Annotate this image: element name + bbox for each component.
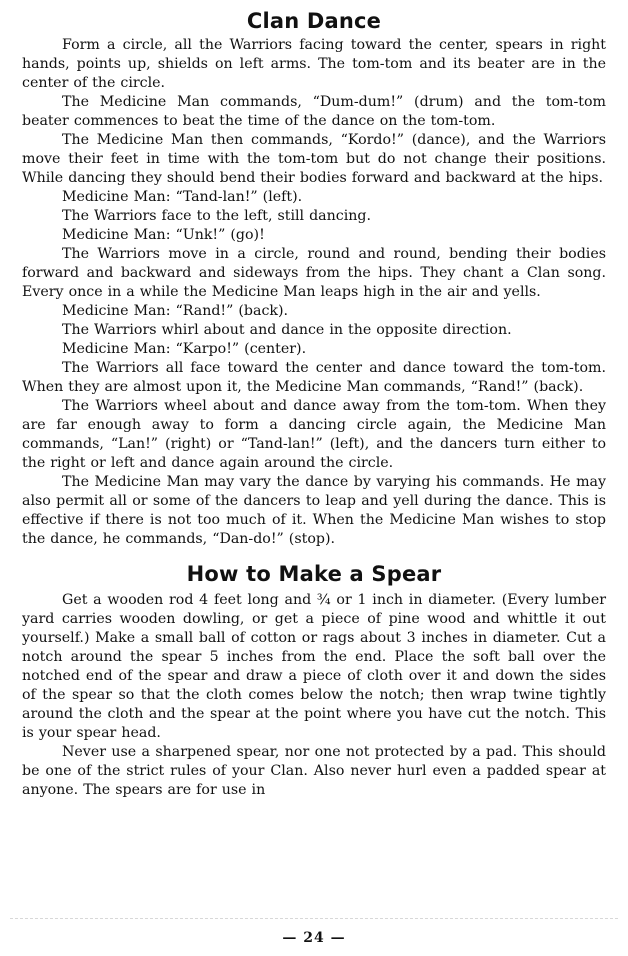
paragraph: Form a circle, all the Warriors facing toward the center, spears in right hands, points up, shields on left arms. The tom-tom and its beater are in the center of the circle. [22,37,606,91]
page-number: — 24 — [282,930,346,946]
book-page [22,6,606,800]
section-title-how-to-make-a-spear: How to Make a Spear [186,562,442,586]
paragraph: The Warriors all face toward the center and dance toward the tom-tom. When they are almost upon it, the Medicine Man commands, “Rand!” (back). [22,360,606,395]
paragraph: The Warriors whirl about and dance in the opposite direction. [62,322,512,338]
section-title-clan-dance: Clan Dance [246,9,382,33]
paragraph-command: Medicine Man: “Tand-lan!” (left). [62,189,303,205]
paragraph: The Medicine Man may vary the dance by varying his commands. He may also permit all or some of the dancers to leap and yell during the dance. This is effective if there is not too much of it. When the Medicine Man wishes to stop the dance, he commands, “Dan-do!” (stop). [22,474,606,547]
paragraph-command: Medicine Man: “Unk!” (go)! [62,227,265,243]
paragraph: The Medicine Man commands, “Dum-dum!” (drum) and the tom-tom beater commences to beat the time of the dance on the tom-tom. [22,94,606,129]
paragraph-command: Medicine Man: “Karpo!” (center). [62,341,307,357]
paragraph-command: Medicine Man: “Rand!” (back). [62,303,289,319]
paragraph: The Warriors face to the left, still dancing. [62,208,371,224]
page-bottom-rule [10,918,618,920]
paragraph: Get a wooden rod 4 feet long and ¾ or 1 inch in diameter. (Every lumber yard carries wooden dowling, or get a piece of pine wood and whittle it out yourself.) Make a small ball of cotton or rags about 3 inches in diameter. Cut a notch around the spear 5 inches from the end. Place the soft ball over the notched end of the spear and draw a piece of cloth over it and down the sides of the spear so that the cloth comes below the notch; then wrap twine tightly around the cloth and the spear at the point where you have cut the notch. This is your spear head. [22,592,606,741]
paragraph: The Warriors move in a circle, round and round, bending their bodies forward and backward and sideways from the hips. They chant a Clan song. Every once in a while the Medicine Man leaps high in the air and yells. [22,246,606,300]
paragraph: The Warriors wheel about and dance away from the tom-tom. When they are far enough away to form a dancing circle again, the Medicine Man commands, “Lan!” (right) or “Tand-lan!” (left), and the dancers turn either to the right or left and dance again around the circle. [22,398,606,471]
paragraph: The Medicine Man then commands, “Kordo!” (dance), and the Warriors move their feet in time with the tom-tom but do not change their positions. While dancing they should bend their bodies forward and backward at the hips. [22,132,606,186]
paragraph: Never use a sharpened spear, nor one not protected by a pad. This should be one of the strict rules of your Clan. Also never hurl even a padded spear at anyone. The spears are for use in [22,744,606,798]
